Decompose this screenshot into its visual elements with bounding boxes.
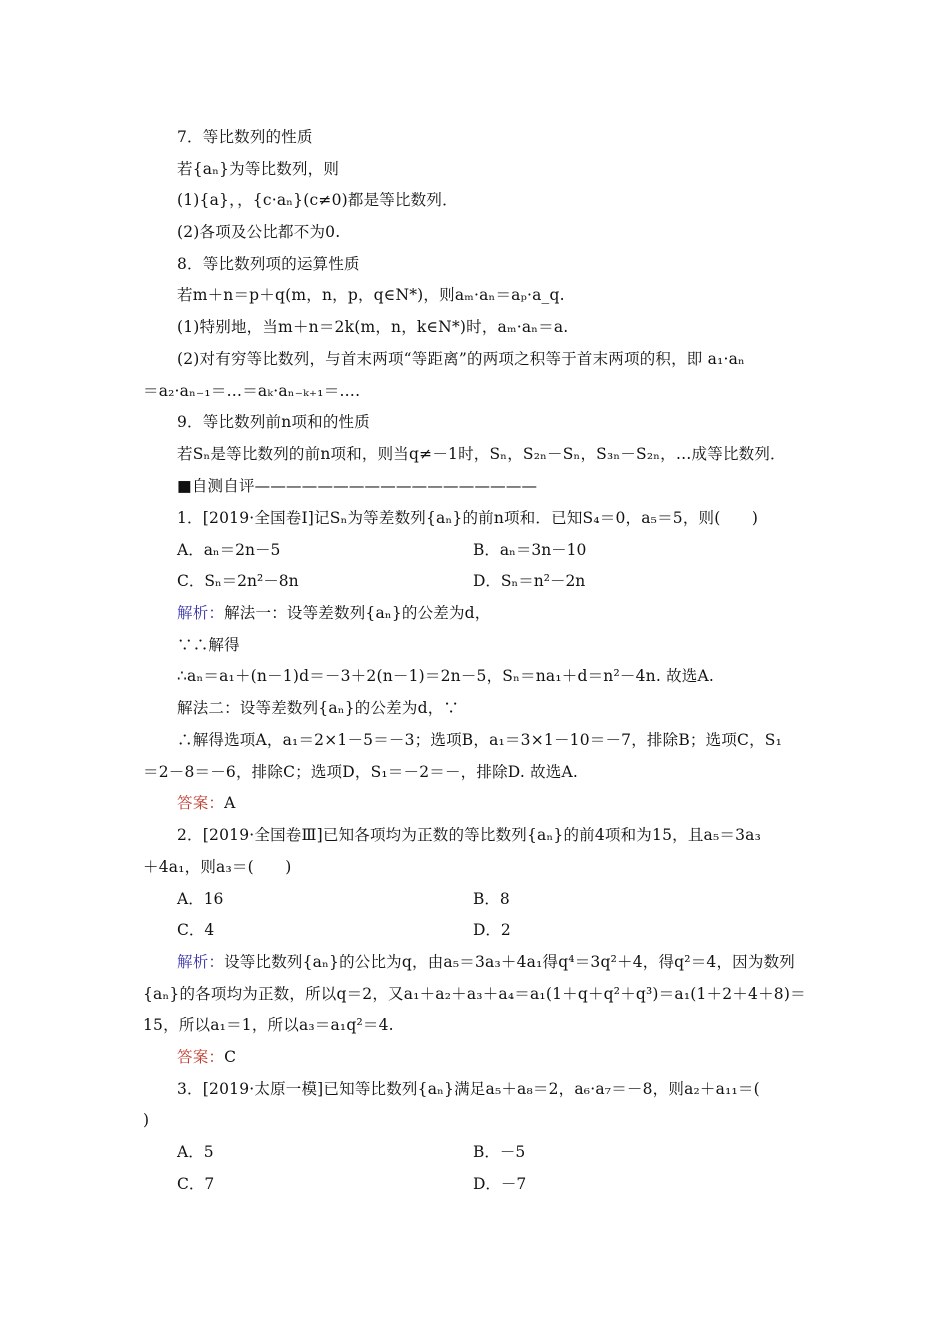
q1-analysis-line-1	[177, 603, 491, 623]
q1-analysis-text-1: 解法一：设等差数列{aₙ}的公差为d，	[224, 604, 491, 622]
q1-analysis-line-6: ＝2－8＝－6，排除C；选项D，S₁＝－2＝－，排除D. 故选A.	[143, 763, 579, 781]
q1-answer-value: A	[224, 794, 236, 812]
q1-analysis-line-4: 解法二：设等差数列{aₙ}的公差为d，∵	[177, 699, 460, 717]
q1-stem: 1．[2019·全国卷Ⅰ]记Sₙ为等差数列{aₙ}的前n项和．已知S₄＝0，a₅＝5，则( )	[177, 509, 759, 527]
q3-stem-line-1: 3．[2019·太原一模]已知等比数列{aₙ}满足a₅＋a₈＝2，a₆·a₇＝－8，则a₂＋a₁₁＝(	[177, 1080, 760, 1098]
q1-option-b: B．aₙ＝3n－10	[473, 541, 587, 559]
s7-line-2: (1){a}，，{c·aₙ}(c≠0)都是等比数列．	[177, 191, 458, 209]
q2-answer-line	[177, 1047, 236, 1067]
q2-option-d: D．2	[473, 921, 511, 939]
s8-line-1: 若m＋n＝p＋q(m，n，p，q∈N*)，则aₘ·aₙ＝aₚ·a_q.	[177, 286, 565, 304]
q2-answer-value: C	[224, 1048, 237, 1066]
q2-stem-line-1: 2．[2019·全国卷Ⅲ]已知各项均为正数的等比数列{aₙ}的前4项和为15，且a₅＝3a₃	[177, 826, 762, 844]
s8-line-4: ＝a₂·aₙ₋₁＝…＝aₖ·aₙ₋ₖ₊₁＝….	[143, 382, 361, 400]
q3-option-d: D．－7	[473, 1175, 527, 1193]
q2-stem-line-2: ＋4a₁，则a₃＝( )	[143, 858, 292, 876]
q3-stem-line-2: )	[143, 1111, 150, 1129]
analysis-label: 解析：	[177, 953, 225, 971]
q2-analysis-line-1	[177, 952, 795, 972]
self-test-heading: ■自测自评——————————————————	[177, 477, 538, 495]
q1-answer-line	[177, 793, 236, 813]
s7-line-1: 若{aₙ}为等比数列，则	[177, 160, 340, 178]
s7-line-3: (2)各项及公比都不为0.	[177, 223, 341, 241]
q2-option-b: B．8	[473, 890, 510, 908]
q1-option-a: A．aₙ＝2n－5	[177, 541, 281, 559]
section-9-heading: 9．等比数列前n项和的性质	[177, 413, 370, 431]
section-7-heading: 7．等比数列的性质	[177, 128, 313, 146]
answer-label: 答案：	[177, 1048, 225, 1066]
q2-analysis-line-2: {aₙ}的各项均为正数，所以q＝2，又a₁＋a₂＋a₃＋a₄＝a₁(1＋q＋q²＋q³)＝a₁(1＋2＋4＋8)＝	[143, 985, 806, 1003]
s9-line-1: 若Sₙ是等比数列的前n项和，则当q≠－1时，Sₙ，S₂ₙ－Sₙ，S₃ₙ－S₂ₙ，…成等比数列．	[177, 445, 786, 463]
q2-analysis-line-3: 15，所以a₁＝1，所以a₃＝a₁q²＝4.	[143, 1016, 394, 1034]
q3-option-b: B．－5	[473, 1143, 526, 1161]
q1-option-c: C．Sₙ＝2n²－8n	[177, 572, 299, 590]
q3-option-a: A．5	[177, 1143, 214, 1161]
q2-analysis-text-1: 设等比数列{aₙ}的公比为q，由a₅＝3a₃＋4a₁得q⁴＝3q²＋4，得q²＝4，因为数列	[224, 953, 795, 971]
q2-option-a: A．16	[177, 890, 224, 908]
answer-label: 答案：	[177, 794, 225, 812]
analysis-label: 解析：	[177, 604, 225, 622]
section-8-heading: 8．等比数列项的运算性质	[177, 255, 360, 273]
q1-option-d: D．Sₙ＝n²－2n	[473, 572, 586, 590]
q1-analysis-line-3: ∴aₙ＝a₁＋(n－1)d＝－3＋2(n－1)＝2n－5，Sₙ＝na₁＋d＝n²－4n. 故选A.	[177, 667, 714, 685]
q1-analysis-line-2: ∵∴解得	[177, 636, 240, 654]
s8-line-2: (1)特别地，当m＋n＝2k(m，n，k∈N*)时，aₘ·aₙ＝a.	[177, 318, 569, 336]
q3-option-c: C．7	[177, 1175, 215, 1193]
s8-line-3: (2)对有穷等比数列，与首末两项“等距离”的两项之积等于首末两项的积，即 a₁·aₙ	[177, 350, 745, 368]
q2-option-c: C．4	[177, 921, 215, 939]
q1-analysis-line-5: ∴解得选项A，a₁＝2×1－5＝－3；选项B，a₁＝3×1－10＝－7，排除B；选项C，S₁	[177, 731, 783, 749]
